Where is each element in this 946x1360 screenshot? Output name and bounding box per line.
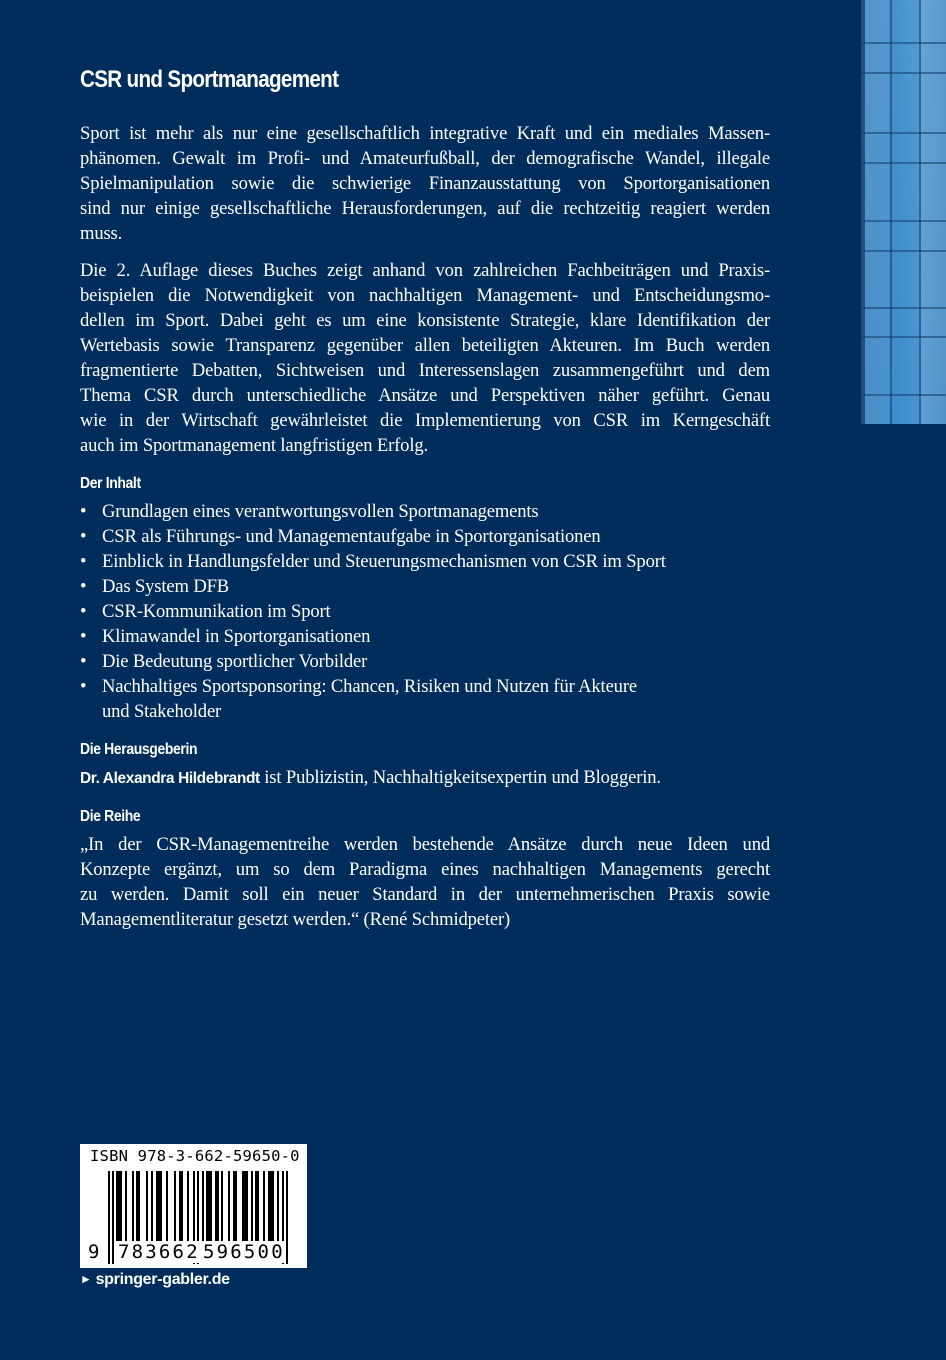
- editor-heading: Die Herausgeberin: [80, 741, 198, 758]
- series-heading: Die Reihe: [80, 808, 141, 825]
- bullet-icon: •: [80, 651, 87, 672]
- photo-window-transom: [861, 132, 946, 134]
- bullet-icon: •: [80, 576, 87, 597]
- photo-window-transom: [861, 42, 946, 44]
- description-paragraph: [80, 258, 770, 458]
- bullet-icon: •: [80, 551, 87, 572]
- description-line: beispielen die Notwendigkeit von nachhaltigen Management- und Entscheidungsmo-: [80, 285, 770, 306]
- photo-window-transom: [861, 307, 946, 309]
- series-quote: [80, 832, 770, 932]
- intro-line: Sport ist mehr als nur eine gesellschaftlich integrative Kraft und ein mediales Massen-: [80, 123, 770, 144]
- contents-item: • Grundlagen eines verantwortungsvollen Sportmanagements: [80, 501, 539, 522]
- photo-window-transom: [861, 336, 946, 338]
- intro-line: muss.: [80, 223, 123, 244]
- description-line: Wertebasis sowie Transparenz gegenüber allen beteiligten Akteuren. Im Buch werden: [80, 335, 770, 356]
- photo-window-transom: [861, 162, 946, 164]
- contents-item: • CSR-Kommunikation im Sport: [80, 601, 331, 622]
- contents-item: • Die Bedeutung sportlicher Vorbilder: [80, 651, 368, 672]
- photo-pane: [921, 0, 946, 424]
- description-line: auch im Sportmanagement langfristigen Erfolg.: [80, 435, 428, 456]
- quote-line: zu werden. Damit soll ein neuer Standard in der unternehmerischen Praxis sowie: [80, 884, 770, 905]
- photo-window-transom: [861, 394, 946, 396]
- intro-line: Spielmanipulation sowie die schwierige Finanzausstattung von Sportorganisationen: [80, 173, 770, 194]
- photo-window-transom: [861, 220, 946, 222]
- bullet-icon: •: [80, 526, 87, 547]
- editor-bio: [80, 765, 770, 791]
- barcode-left-digits: 783662: [118, 1241, 200, 1263]
- quote-line: Managementliteratur gesetzt werden.“ (René Schmidpeter): [80, 909, 511, 930]
- intro-paragraph: [80, 121, 770, 246]
- bullet-icon: •: [80, 676, 87, 697]
- bullet-icon: •: [80, 626, 87, 647]
- publisher-website: [80, 1271, 230, 1289]
- contents-item-continuation: und Stakeholder: [102, 701, 222, 722]
- contents-heading: Der Inhalt: [80, 475, 141, 492]
- contents-item: • CSR als Führungs- und Managementaufgabe in Sportorganisationen: [80, 526, 601, 547]
- bullet-icon: •: [80, 501, 87, 522]
- book-title: CSR und Sportmanagement: [80, 66, 339, 93]
- description-line: Die 2. Auflage dieses Buches zeigt anhand von zahlreichen Fachbeiträgen und Praxis-: [80, 260, 770, 281]
- photo-pane: [865, 0, 889, 424]
- isbn-label: ISBN 978-3-662-59650-0: [90, 1147, 300, 1165]
- bullet-icon: •: [80, 601, 87, 622]
- contents-item: • Nachhaltiges Sportsponsoring: Chancen, Risiken und Nutzen für Akteure: [80, 676, 637, 697]
- description-line: Thema CSR durch unterschiedliche Ansätze und Perspektiven näher geführt. Genau: [80, 385, 770, 406]
- contents-item: • Einblick in Handlungsfelder und Steuerungsmechanismen von CSR im Sport: [80, 551, 666, 572]
- barcode-right-digits: 596500: [203, 1241, 285, 1263]
- intro-line: phänomen. Gewalt im Profi- und Amateurfußball, der demografische Wandel, illegale: [80, 148, 770, 169]
- photo-window-mullion: [890, 0, 892, 424]
- barcode-first-digit: 9: [88, 1241, 102, 1263]
- quote-line: Konzepte ergänzt, um so dem Paradigma eines nachhaltigen Managements gerecht: [80, 859, 770, 880]
- contents-list: [80, 499, 666, 724]
- photo-window-transom: [861, 250, 946, 252]
- cover-photo-building: [861, 0, 946, 424]
- editor-name: Dr. Alexandra Hildebrandt: [80, 770, 260, 787]
- quote-line: „In der CSR-Managementreihe werden bestehende Ansätze durch neue Ideen und: [80, 834, 770, 855]
- publisher-url: springer-gabler.de: [95, 1271, 230, 1288]
- description-line: dellen im Sport. Dabei geht es um eine konsistente Strategie, klare Identifikation der: [80, 310, 770, 331]
- intro-line: sind nur einige gesellschaftliche Herausforderungen, auf die rechtzeitig reagiert werden: [80, 198, 770, 219]
- photo-window-mullion: [919, 0, 921, 424]
- description-line: wie in der Wirtschaft gewährleistet die Implementierung von CSR im Kerngeschäft: [80, 410, 770, 431]
- photo-window-transom: [861, 72, 946, 74]
- play-arrow-icon: ►: [80, 1272, 92, 1286]
- contents-item: • Klimawandel in Sportorganisationen: [80, 626, 371, 647]
- isbn-barcode: [80, 1144, 307, 1268]
- description-line: fragmentierte Debatten, Sichtweisen und Interessenslagen zusammengeführt und dem: [80, 360, 770, 381]
- contents-item: • Das System DFB: [80, 576, 230, 597]
- editor-description: ist Publizistin, Nachhaltigkeitsexpertin und Bloggerin.: [259, 767, 661, 788]
